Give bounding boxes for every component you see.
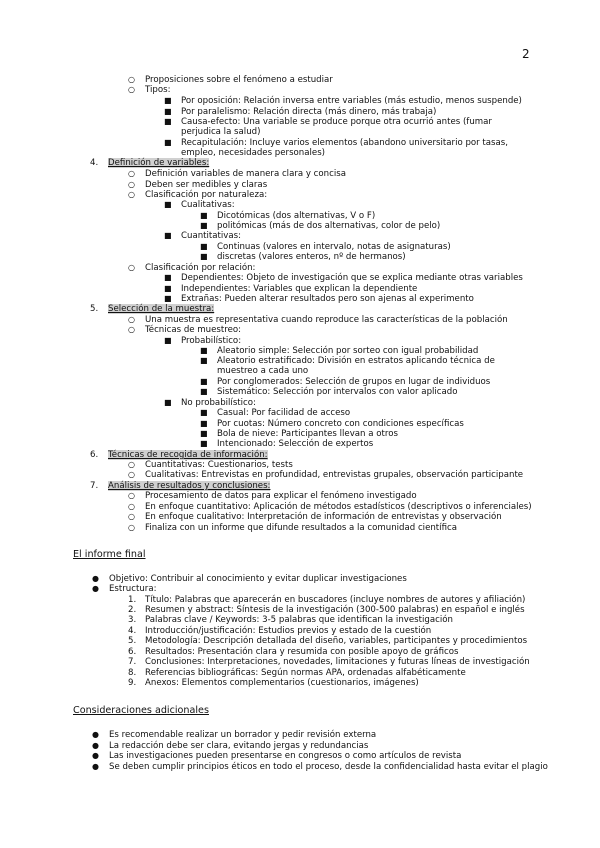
list-item: Extrañas: Pueden alterar resultados pero son ajenas al experimento (181, 294, 474, 304)
square-bullet-icon: ■ (164, 231, 172, 240)
square-bullet-icon: ■ (200, 252, 208, 261)
square-bullet-icon: ■ (200, 408, 208, 417)
list-item: La redacción debe ser clara, evitando jergas y redundancias (109, 741, 369, 751)
circle-bullet-icon: ○ (128, 190, 135, 199)
list-item: Probabilístico: (181, 336, 242, 346)
list-item: Cualitativas: (181, 200, 235, 210)
list-item: Definición variables de manera clara y concisa (145, 169, 346, 179)
list-item: Anexos: Elementos complementarios (cuestionarios, imágenes) (145, 678, 419, 688)
circle-bullet-icon: ○ (128, 460, 135, 469)
square-bullet-icon: ■ (164, 336, 172, 345)
list-item: Cualitativas: Entrevistas en profundidad, entrevistas grupales, observación participante (145, 470, 524, 480)
list-item: Cuantitativas: (181, 231, 242, 241)
section-heading: Consideraciones adicionales (73, 705, 209, 716)
item-number: 4. (128, 626, 137, 636)
square-bullet-icon: ■ (200, 221, 208, 230)
section-heading: El informe final (73, 549, 146, 560)
circle-bullet-icon: ○ (128, 512, 135, 521)
square-bullet-icon: ■ (200, 346, 208, 355)
list-item: Proposiciones sobre el fenómeno a estudiar (145, 75, 333, 85)
list-item: Por conglomerados: Selección de grupos en lugar de individuos (217, 377, 491, 387)
item-number: 1. (128, 595, 137, 605)
list-item: Introducción/justificación: Estudios previos y estado de la cuestión (145, 626, 432, 636)
section-title: Definición de variables: (108, 158, 210, 168)
square-bullet-icon: ■ (164, 294, 172, 303)
item-number: 3. (128, 615, 137, 625)
bullet-icon: ● (92, 741, 99, 750)
square-bullet-icon: ■ (200, 356, 208, 365)
list-item: Recapitulación: Incluye varios elementos (abandono universitario por tasas, empleo, necesidades personales) (181, 138, 509, 158)
list-item: Dependientes: Objeto de investigación que se explica mediante otras variables (181, 273, 523, 283)
bullet-icon: ● (92, 751, 99, 760)
bullet-icon: ● (92, 574, 99, 583)
list-item: Clasificación por naturaleza: (145, 190, 268, 200)
list-item: Por paralelismo: Relación directa (más dinero, más trabaja) (181, 107, 437, 117)
item-number: 9. (128, 678, 137, 688)
list-item: Resultados: Presentación clara y resumida con posible apoyo de gráficos (145, 647, 459, 657)
list-item: Conclusiones: Interpretaciones, novedades, limitaciones y futuras líneas de investigación (145, 657, 530, 667)
list-item: Independientes: Variables que explican la dependiente (181, 284, 418, 294)
section-title: Técnicas de recogida de información: (108, 450, 268, 460)
square-bullet-icon: ■ (200, 377, 208, 386)
circle-bullet-icon: ○ (128, 263, 135, 272)
item-number: 5. (90, 304, 99, 314)
list-item: Casual: Por facilidad de acceso (217, 408, 351, 418)
list-item: discretas (valores enteros, nº de hermanos) (217, 252, 406, 262)
list-item: Se deben cumplir principios éticos en todo el proceso, desde la confidencialidad hasta evitar el plagio (109, 762, 548, 772)
list-item: Sistemático: Selección por intervalos con valor aplicado (217, 387, 458, 397)
square-bullet-icon: ■ (200, 419, 208, 428)
list-item: Resumen y abstract: Síntesis de la investigación (300-500 palabras) en español e inglés (145, 605, 525, 615)
list-item: Intencionado: Selección de expertos (217, 439, 374, 449)
item-number: 6. (90, 450, 99, 460)
square-bullet-icon: ■ (164, 273, 172, 282)
item-number: 5. (128, 636, 137, 646)
list-item: Palabras clave / Keywords: 3-5 palabras que identifican la investigación (145, 615, 453, 625)
list-item: Deben ser medibles y claras (145, 180, 268, 190)
list-item: Objetivo: Contribuir al conocimiento y evitar duplicar investigaciones (109, 574, 407, 584)
square-bullet-icon: ■ (164, 96, 172, 105)
bullet-icon: ● (92, 584, 99, 593)
list-item: Continuas (valores en intervalo, notas de asignaturas) (217, 242, 451, 252)
list-item: Técnicas de muestreo: (145, 325, 242, 335)
item-number: 7. (90, 481, 99, 491)
square-bullet-icon: ■ (200, 429, 208, 438)
section-title: Análisis de resultados y conclusiones: (108, 481, 271, 491)
list-item: Bola de nieve: Participantes llevan a otros (217, 429, 398, 439)
square-bullet-icon: ■ (200, 242, 208, 251)
circle-bullet-icon: ○ (128, 315, 135, 324)
item-number: 7. (128, 657, 137, 667)
bullet-icon: ● (92, 762, 99, 771)
circle-bullet-icon: ○ (128, 523, 135, 532)
list-item: Título: Palabras que aparecerán en buscadores (incluye nombres de autores y afiliación) (145, 595, 526, 605)
list-item: Aleatorio estratificado: División en estratos aplicando técnica de muestreo a cada uno (217, 356, 495, 376)
list-item: En enfoque cualitativo: Interpretación de información de entrevistas y observación (145, 512, 502, 522)
list-item: Dicotómicas (dos alternativas, V o F) (217, 211, 376, 221)
list-item: Por oposición: Relación inversa entre variables (más estudio, menos suspende) (181, 96, 522, 106)
list-item: Por cuotas: Número concreto con condiciones específicas (217, 419, 464, 429)
item-number: 6. (128, 647, 137, 657)
list-item: Aleatorio simple: Selección por sorteo con igual probabilidad (217, 346, 479, 356)
list-item: Referencias bibliográficas: Según normas APA, ordenadas alfabéticamente (145, 668, 466, 678)
square-bullet-icon: ■ (164, 398, 172, 407)
list-item: Finaliza con un informe que difunde resultados a la comunidad científica (145, 523, 457, 533)
list-item: Cuantitativas: Cuestionarios, tests (145, 460, 293, 470)
square-bullet-icon: ■ (164, 107, 172, 116)
list-item: Tipos: (145, 85, 171, 95)
square-bullet-icon: ■ (164, 138, 172, 147)
list-item: Metodología: Descripción detallada del diseño, variables, participantes y procedimientos (145, 636, 528, 646)
square-bullet-icon: ■ (200, 211, 208, 220)
section-title: Selección de la muestra: (108, 304, 215, 314)
list-item: No probabilístico: (181, 398, 256, 408)
square-bullet-icon: ■ (200, 387, 208, 396)
circle-bullet-icon: ○ (128, 502, 135, 511)
list-item: Es recomendable realizar un borrador y pedir revisión externa (109, 730, 377, 740)
square-bullet-icon: ■ (164, 200, 172, 209)
list-item: politómicas (más de dos alternativas, color de pelo) (217, 221, 441, 231)
list-item: Causa-efecto: Una variable se produce porque otra ocurrió antes (fumar perjudica la salud) (181, 117, 492, 137)
bullet-icon: ● (92, 730, 99, 739)
square-bullet-icon: ■ (164, 117, 172, 126)
list-item: Clasificación por relación: (145, 263, 256, 273)
list-item: Procesamiento de datos para explicar el fenómeno investigado (145, 491, 417, 501)
square-bullet-icon: ■ (200, 439, 208, 448)
circle-bullet-icon: ○ (128, 75, 135, 84)
square-bullet-icon: ■ (164, 284, 172, 293)
circle-bullet-icon: ○ (128, 180, 135, 189)
item-number: 4. (90, 158, 99, 168)
page-number: 2 (522, 47, 530, 61)
list-item: En enfoque cuantitativo: Aplicación de métodos estadísticos (descriptivos o inferenciales) (145, 502, 532, 512)
circle-bullet-icon: ○ (128, 325, 135, 334)
circle-bullet-icon: ○ (128, 470, 135, 479)
list-item: Estructura: (109, 584, 157, 594)
item-number: 8. (128, 668, 137, 678)
list-item: Las investigaciones pueden presentarse en congresos o como artículos de revista (109, 751, 462, 761)
item-number: 2. (128, 605, 137, 615)
list-item: Una muestra es representativa cuando reproduce las características de la población (145, 315, 508, 325)
circle-bullet-icon: ○ (128, 169, 135, 178)
circle-bullet-icon: ○ (128, 491, 135, 500)
circle-bullet-icon: ○ (128, 85, 135, 94)
